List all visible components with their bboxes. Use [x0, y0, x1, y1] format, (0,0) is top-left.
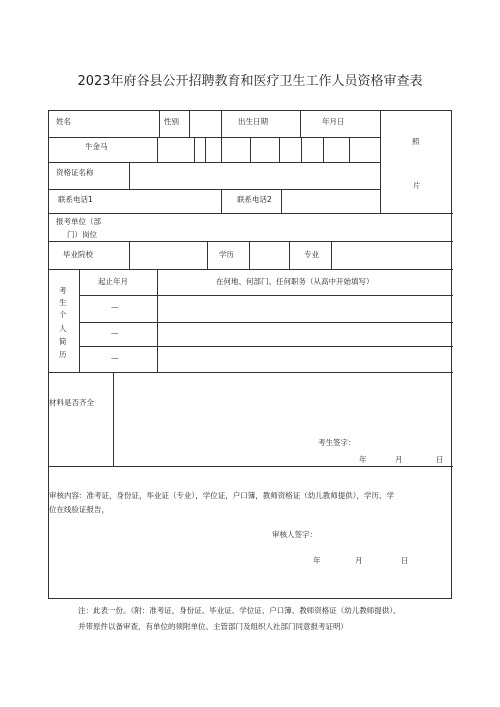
resume-dash-1: — [111, 302, 119, 311]
materials-date-year: 年 [359, 455, 367, 464]
resume-detail-label: 在何地、何部门、任何职务（从高中开始填写） [216, 277, 374, 286]
resume-side-4: 人 [59, 324, 67, 333]
resume-side-5: 简 [59, 337, 67, 346]
resume-period-label: 起止年月 [98, 277, 128, 286]
school-label: 毕业院校 [63, 250, 93, 259]
candidate-sign-label: 考生签字： [318, 438, 356, 447]
major-label: 专业 [304, 250, 319, 259]
name-label: 姓名 [56, 117, 71, 126]
photo-label-2: 片 [413, 181, 421, 190]
phone2-label: 联系电话2 [237, 195, 272, 204]
resume-side-1: 考 [59, 286, 67, 295]
resume-side-6: 历 [59, 350, 67, 359]
position-label-2: 门）岗位 [67, 230, 97, 239]
review-content-line2: 位在线验证报告， [49, 505, 109, 514]
birth-date-label: 出生日期 [238, 117, 268, 126]
zodiac-label: 牛金马 [85, 142, 108, 151]
footnote [78, 603, 453, 635]
footnote-line1: 注：此表一份。（附：准考证，身份证、毕业证、学位证、户口簿、教师资格证（幼儿教师提供）、 [78, 606, 401, 615]
photo-label-1: 照 [412, 137, 420, 146]
materials-label: 材料是否齐全 [49, 398, 94, 407]
resume-side-2: 生 [59, 298, 67, 307]
education-label: 学历 [219, 250, 234, 259]
review-form-table [48, 110, 452, 599]
gender-label: 性别 [164, 117, 179, 126]
materials-date-month: 月 [395, 455, 403, 464]
birth-ymd-label: 年月日 [322, 117, 345, 126]
position-label-1: 报考单位（部 [56, 217, 101, 226]
review-date-month: 月 [355, 556, 363, 565]
materials-date-day: 日 [436, 455, 444, 464]
footnote-line2: 并带原件以备审查，有单位的须附单位、主管部门及组织人社部门同意报考证明） [78, 622, 348, 631]
page-title: 2023年府谷县公开招聘教育和医疗卫生工作人员资格审查表 [77, 74, 423, 89]
phone1-label: 联系电话1 [58, 195, 93, 204]
review-date-day: 日 [401, 556, 409, 565]
cert-name-label: 资格证名称 [56, 168, 94, 177]
review-content-line1: 审核内容：准考证，身份证，毕业证（专业），学位证，户口簿，教师资格证（幼儿教师提供），学历、学 [49, 491, 394, 500]
review-date-year: 年 [313, 556, 321, 565]
resume-dash-3: — [111, 353, 119, 362]
resume-side-3: 个 [59, 310, 67, 319]
resume-dash-2: — [111, 328, 119, 337]
reviewer-sign-label: 审核人签字： [272, 530, 317, 539]
